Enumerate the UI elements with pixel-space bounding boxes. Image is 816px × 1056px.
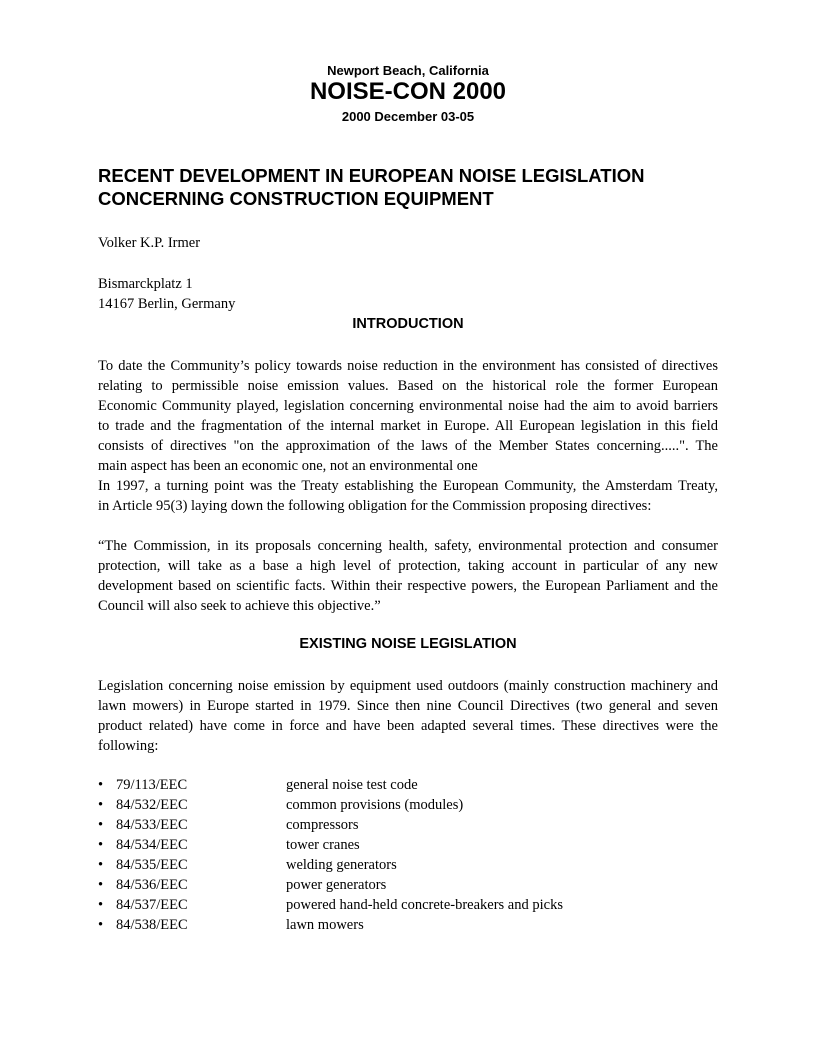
existing-legislation-paragraph: [98, 676, 718, 756]
text-line: “The Commission, in its proposals concerning health, safety, environmental protection and consumer: [98, 538, 718, 554]
list-item: [98, 775, 718, 795]
text-line: in Article 95(3) laying down the following obligation for the Commission proposing directives:: [98, 498, 652, 514]
directive-description: power generators: [286, 877, 387, 893]
conference-date: 2000 December 03-05: [341, 109, 475, 124]
text-line: Council will also seek to achieve this objective.”: [98, 598, 381, 614]
directive-description: compressors: [286, 817, 359, 833]
text-line: consists of directives "on the approximation of the laws of the Member States concerning.....". The: [98, 438, 718, 454]
author-address: [98, 274, 235, 314]
list-item: [98, 835, 718, 855]
directive-description: tower cranes: [286, 837, 360, 853]
directive-code: 84/536/EEC: [116, 877, 188, 893]
bullet: •: [98, 777, 104, 793]
directive-description: common provisions (modules): [286, 797, 464, 813]
text-line: main aspect has been an economic one, not an environmental one: [98, 458, 478, 474]
introduction-paragraph: [98, 356, 718, 516]
directive-description: general noise test code: [286, 777, 418, 793]
text-line: Legislation concerning noise emission by equipment used outdoors (mainly construction machinery and: [98, 678, 718, 694]
list-item: [98, 855, 718, 875]
directive-code: 84/537/EEC: [116, 897, 188, 913]
directive-code: 84/535/EEC: [116, 857, 188, 873]
introduction-heading: INTRODUCTION: [352, 316, 464, 332]
text-line: protection, will take as a base a high level of protection, taking account in particular of any new: [98, 558, 718, 574]
bullet: •: [98, 857, 104, 873]
conference-location: Newport Beach, California: [327, 63, 489, 78]
title-line: RECENT DEVELOPMENT IN EUROPEAN NOISE LEGISLATION: [98, 165, 645, 186]
directive-code: 84/532/EEC: [116, 797, 188, 813]
list-item: [98, 875, 718, 895]
list-item: [98, 795, 718, 815]
address-line: 14167 Berlin, Germany: [98, 296, 236, 312]
author-name: Volker K.P. Irmer: [98, 235, 201, 251]
directive-code: 84/534/EEC: [116, 837, 188, 853]
text-line: To date the Community’s policy towards noise reduction in the environment has consisted of directives: [98, 358, 718, 374]
directive-description: powered hand-held concrete-breakers and picks: [286, 897, 563, 913]
bullet: •: [98, 837, 104, 853]
directives-list: [98, 775, 718, 935]
bullet: •: [98, 897, 104, 913]
directive-code: 84/538/EEC: [116, 917, 188, 933]
list-item: [98, 895, 718, 915]
directive-code: 79/113/EEC: [116, 777, 188, 793]
paper-title: [98, 164, 718, 210]
directive-description: lawn mowers: [286, 917, 364, 933]
bullet: •: [98, 817, 104, 833]
text-line: Economic Community played, legislation concerning environmental noise had the aim to avoid barriers: [98, 398, 718, 414]
text-line: following:: [98, 738, 159, 754]
text-line: lawn mowers) in Europe started in 1979. Since then nine Council Directives (two general and seven: [98, 698, 718, 714]
bullet: •: [98, 917, 104, 933]
existing-legislation-heading: EXISTING NOISE LEGISLATION: [299, 636, 517, 652]
address-line: Bismarckplatz 1: [98, 276, 193, 292]
text-line: product related) have come in force and have been adapted several times. These directives were the: [98, 718, 718, 734]
conference-name: NOISE-CON 2000: [309, 78, 507, 105]
bullet: •: [98, 797, 104, 813]
text-line: relating to permissible noise emission values. Based on the historical role the former European: [98, 378, 718, 394]
text-line: development based on scientific facts. Within their respective powers, the European Parliament and the: [98, 578, 718, 594]
directive-description: welding generators: [286, 857, 397, 873]
list-item: [98, 815, 718, 835]
list-item: [98, 915, 718, 935]
bullet: •: [98, 877, 104, 893]
directive-code: 84/533/EEC: [116, 817, 188, 833]
title-line: CONCERNING CONSTRUCTION EQUIPMENT: [98, 188, 494, 209]
text-line: to trade and the fragmentation of the internal market in Europe. All European legislation in this field: [98, 418, 718, 434]
treaty-quote: [98, 536, 718, 616]
text-line: In 1997, a turning point was the Treaty establishing the European Community, the Amsterdam Treaty,: [98, 478, 718, 494]
